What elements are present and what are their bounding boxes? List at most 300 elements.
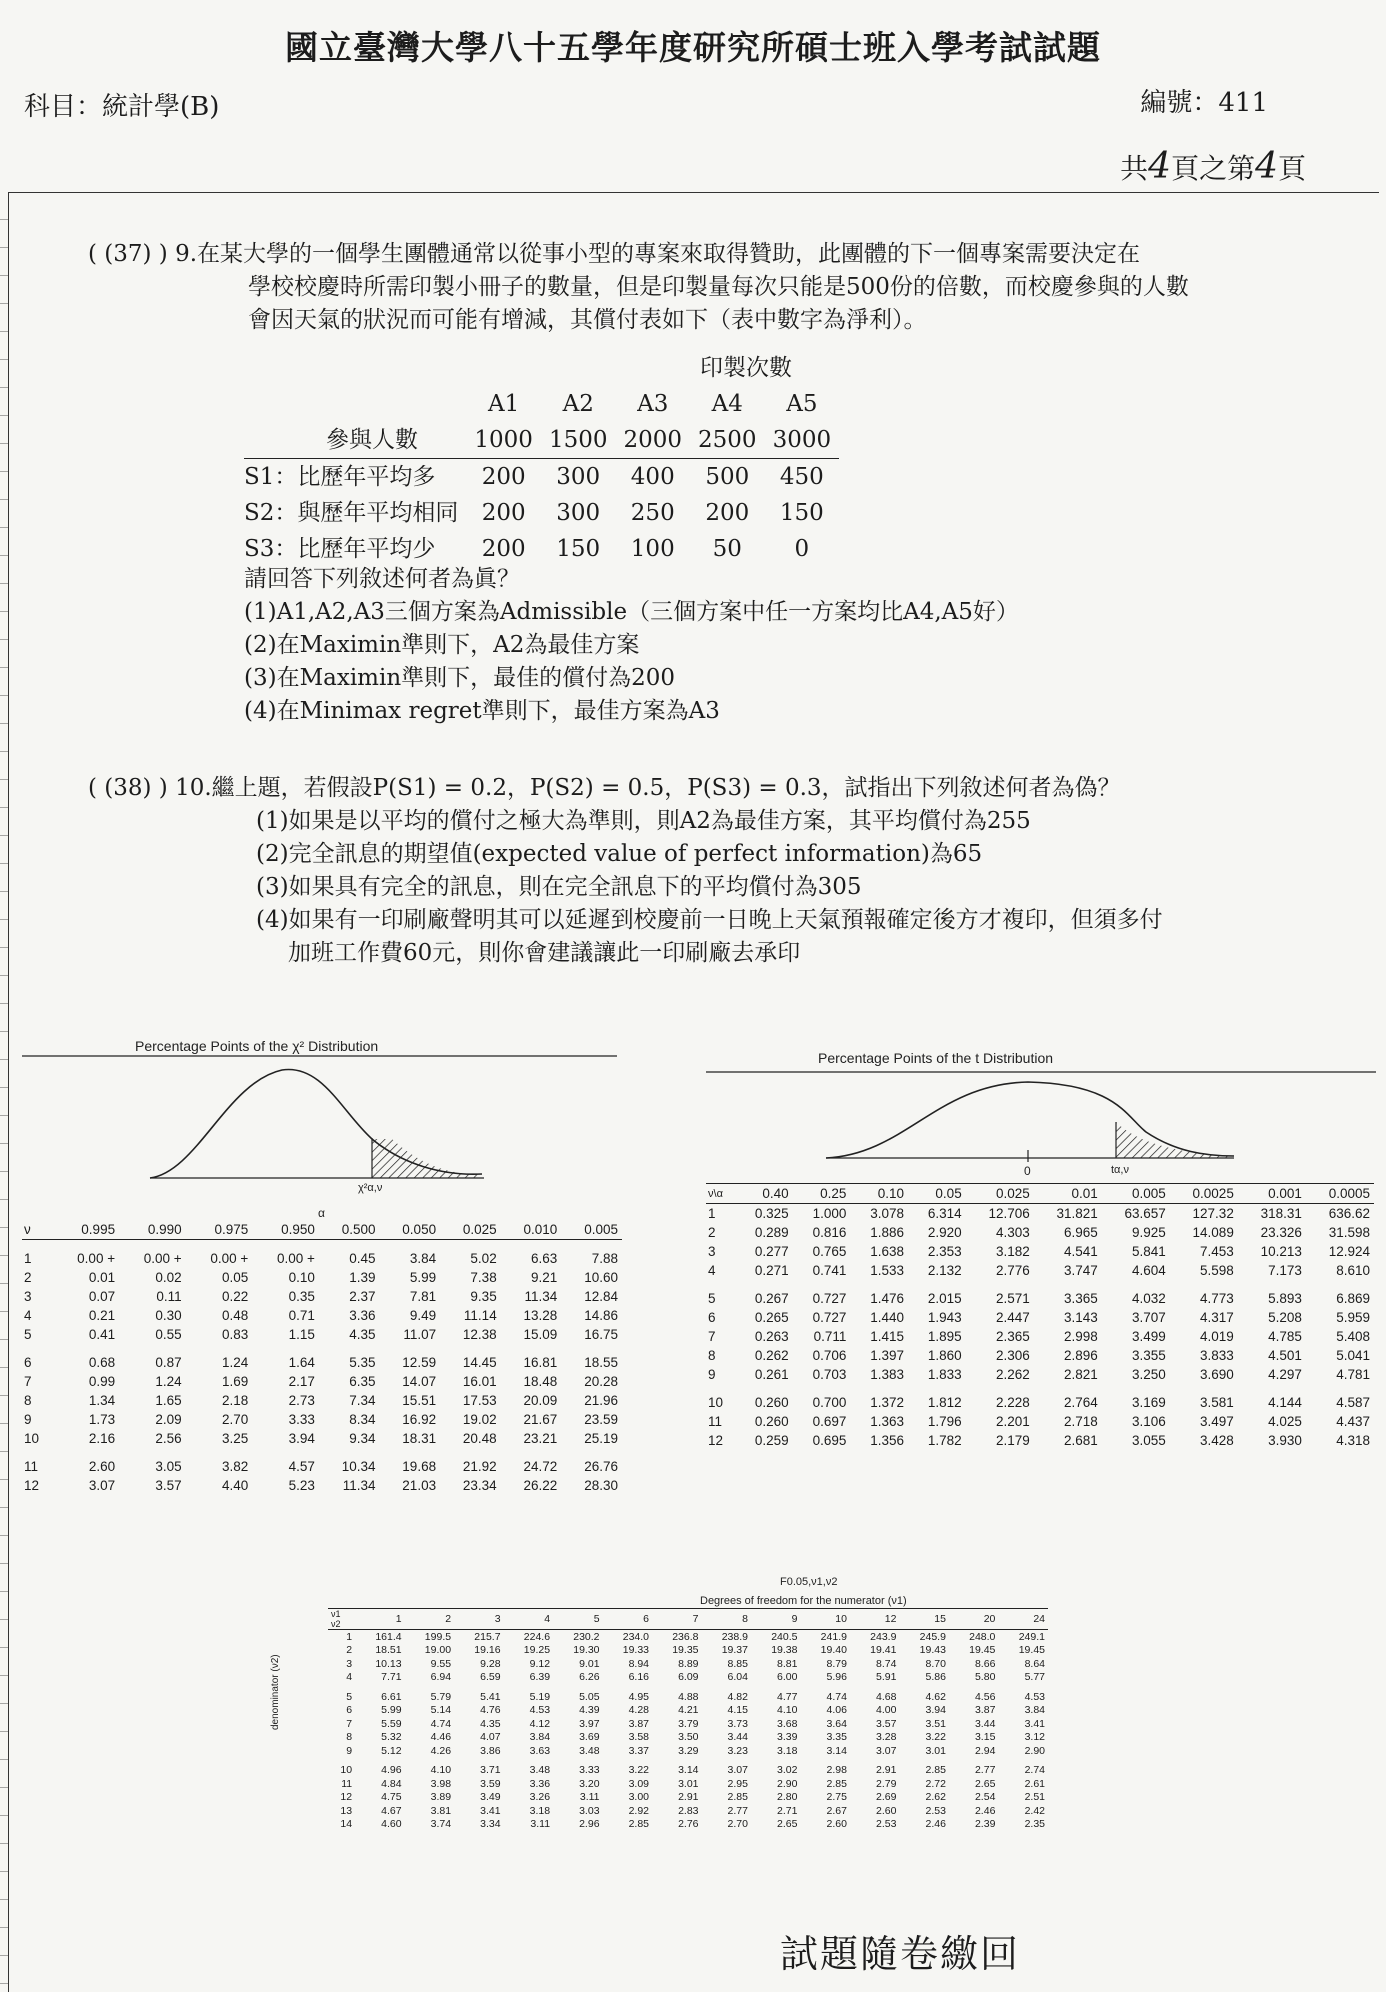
f-table-row [328, 1791, 1048, 1805]
value-cell: 1.860 [927, 1348, 962, 1363]
value-cell: 2.681 [1063, 1433, 1098, 1448]
df-cell: 4 [24, 1308, 32, 1323]
value-cell: 4.773 [1200, 1291, 1234, 1306]
df-cell: 1 [708, 1206, 716, 1221]
f-table-row [328, 1644, 1048, 1658]
payoff-row: S3：比歷年平均少 200 150 100 50 0 [244, 536, 810, 562]
value-cell: 12.706 [988, 1206, 1030, 1221]
value-cell: 3.055 [1132, 1433, 1166, 1448]
value-cell: 2.53 [876, 1818, 897, 1831]
value-cell: 234.0 [622, 1630, 650, 1643]
value-cell: 3.44 [727, 1731, 748, 1744]
value-cell: 3.48 [579, 1744, 600, 1757]
value-cell: 0.45 [349, 1251, 376, 1266]
t-table-row [706, 1412, 1374, 1431]
value-cell: 3.18 [529, 1804, 551, 1817]
value-cell: 21.67 [523, 1412, 558, 1427]
value-cell: 199.5 [424, 1630, 452, 1643]
value-cell: 6.61 [381, 1690, 402, 1703]
q9-option-1: (1)A1,A2,A3三個方案為Admissible（三個方案中任一方案均比A4,A5好） [244, 599, 1019, 625]
value-cell: 0.05 [222, 1270, 249, 1285]
q9-prompt: 請回答下列敘述何者為眞？ [244, 566, 520, 592]
chi-critical-label: χ²α,ν [358, 1182, 383, 1194]
value-cell: 2.60 [876, 1804, 897, 1817]
value-cell: 2.896 [1063, 1348, 1098, 1363]
df-cell: 8 [708, 1348, 716, 1363]
value-cell: 3.36 [529, 1777, 551, 1790]
value-cell: 9.925 [1132, 1225, 1166, 1240]
value-cell: 3.15 [974, 1731, 996, 1744]
value-cell: 4.297 [1268, 1367, 1302, 1382]
page-total: 4 [1148, 146, 1172, 187]
t-table-row [706, 1431, 1374, 1450]
chi-table-row [22, 1476, 622, 1495]
value-cell: 3.48 [529, 1764, 551, 1777]
value-cell: 3.33 [288, 1412, 315, 1427]
value-cell: 2.821 [1063, 1367, 1098, 1382]
value-cell: 19.25 [523, 1644, 551, 1657]
value-cell: 5.893 [1268, 1291, 1302, 1306]
value-cell: 12.924 [1328, 1244, 1370, 1259]
quantity-header: 1500 [548, 427, 608, 453]
value-cell: 2.90 [1024, 1744, 1045, 1757]
row-spacer [22, 1344, 622, 1353]
value-cell: 8.81 [777, 1657, 798, 1670]
t-table-row [706, 1242, 1374, 1261]
value-cell: 3.68 [777, 1717, 798, 1730]
value-cell: 3.05 [155, 1459, 182, 1474]
value-cell: 4.57 [288, 1459, 315, 1474]
value-cell: 2.764 [1063, 1395, 1098, 1410]
value-cell: 2.65 [777, 1818, 798, 1831]
value-cell: 2.53 [925, 1804, 946, 1817]
value-cell: 0.21 [88, 1308, 116, 1323]
df-cell: 7 [24, 1374, 32, 1389]
value-cell: 2.571 [995, 1291, 1030, 1306]
value-cell: 2.365 [995, 1329, 1030, 1344]
value-cell: 1.812 [927, 1395, 962, 1410]
value-cell: 9.21 [531, 1270, 558, 1285]
value-cell: 2.179 [995, 1433, 1030, 1448]
value-cell: 8.79 [826, 1657, 847, 1670]
value-cell: 0.697 [812, 1414, 847, 1429]
value-cell: 2.90 [777, 1777, 798, 1790]
value-cell: 4.46 [430, 1731, 452, 1744]
value-cell: 5.99 [409, 1270, 437, 1285]
value-cell: 2.60 [826, 1818, 847, 1831]
q9-option-4: (4)在Minimax regret準則下，最佳方案為A3 [244, 698, 720, 724]
value-cell: 0.259 [754, 1433, 789, 1448]
value-cell: 10.60 [584, 1270, 618, 1285]
value-cell: 21.03 [402, 1478, 437, 1493]
value-cell: 4.07 [480, 1731, 501, 1744]
value-cell: 5.959 [1336, 1310, 1370, 1325]
df-cell: 10 [708, 1395, 724, 1410]
value-cell: 18.48 [523, 1374, 558, 1389]
value-cell: 3.143 [1063, 1310, 1098, 1325]
value-cell: 4.39 [579, 1704, 600, 1717]
value-cell: 3.22 [628, 1764, 650, 1777]
df-cell: 11 [708, 1414, 723, 1429]
value-cell: 1.65 [155, 1393, 182, 1408]
chi-header-row: ν 0.995 0.990 0.975 0.950 0.500 0.050 0.025 0.010 0.005 [22, 1220, 622, 1240]
t-table-row [706, 1223, 1374, 1242]
value-cell: 0.07 [88, 1289, 116, 1304]
value-cell: 3.37 [628, 1744, 650, 1757]
value-cell: 215.7 [474, 1630, 501, 1643]
page-current: 4 [1255, 146, 1278, 187]
q10-stem: 繼上題，若假設P(S1) = 0.2，P(S2) = 0.5，P(S3) = 0.3，試指出下列敘述何者為偽？ [211, 775, 1121, 801]
value-cell: 1.73 [88, 1412, 116, 1427]
value-cell: 4.12 [529, 1717, 551, 1730]
f-table-row [328, 1818, 1048, 1832]
payoff-table-title: 印製次數 [700, 355, 792, 381]
value-cell: 240.5 [771, 1630, 798, 1643]
value-cell: 2.262 [995, 1367, 1030, 1382]
value-cell: 2.306 [995, 1348, 1030, 1363]
q10-option-2: (2)完全訊息的期望值(expected value of perfect information)為65 [256, 841, 983, 867]
value-cell: 2.71 [777, 1804, 798, 1817]
value-cell: 5.35 [349, 1355, 376, 1370]
df-cell: 1 [346, 1630, 353, 1643]
value-cell: 31.821 [1056, 1206, 1098, 1221]
t-table-row [706, 1346, 1374, 1365]
value-cell: 6.26 [579, 1671, 600, 1684]
q9-option-2: (2)在Maximin準則下，A2為最佳方案 [244, 632, 640, 658]
value-cell: 1.476 [870, 1291, 905, 1306]
value-cell: 4.74 [826, 1690, 847, 1703]
value-cell: 3.01 [678, 1777, 699, 1790]
t-table-row [706, 1365, 1374, 1384]
value-cell: 4.77 [777, 1690, 798, 1703]
value-cell: 2.16 [88, 1431, 116, 1446]
value-cell: 2.46 [925, 1818, 946, 1831]
value-cell: 9.28 [480, 1657, 501, 1670]
value-cell: 2.62 [925, 1791, 946, 1804]
value-cell: 2.83 [678, 1804, 699, 1817]
value-cell: 4.06 [826, 1704, 847, 1717]
value-cell: 19.00 [424, 1644, 452, 1657]
value-cell: 8.64 [1024, 1657, 1045, 1670]
value-cell: 21.92 [462, 1459, 497, 1474]
f-table-subtitle: Degrees of freedom for the numerator (ν1) [700, 1595, 907, 1607]
df-cell: 8 [24, 1393, 32, 1408]
value-cell: 3.51 [925, 1717, 946, 1730]
value-cell: 0.262 [754, 1348, 789, 1363]
value-cell: 4.025 [1268, 1414, 1302, 1429]
value-cell: 6.314 [927, 1206, 962, 1221]
value-cell: 1.64 [288, 1355, 315, 1370]
df-cell: 5 [346, 1690, 353, 1703]
df-cell: 2 [708, 1225, 716, 1240]
f-header-row: ν1 ν2 1 2 3 4 5 6 7 8 9 10 12 15 20 24 [328, 1609, 1048, 1630]
value-cell: 8.85 [727, 1657, 748, 1670]
f-table-row [328, 1764, 1048, 1778]
value-cell: 20.09 [523, 1393, 558, 1408]
value-cell: 19.33 [622, 1644, 650, 1657]
value-cell: 2.85 [925, 1764, 946, 1777]
value-cell: 15.09 [523, 1327, 558, 1342]
value-cell: 5.14 [430, 1704, 452, 1717]
value-cell: 3.12 [1024, 1731, 1045, 1744]
value-cell: 13.28 [523, 1308, 558, 1323]
value-cell: 0.711 [813, 1329, 847, 1344]
value-cell: 4.318 [1336, 1433, 1370, 1448]
row-spacer [22, 1448, 622, 1457]
value-cell: 2.132 [927, 1263, 962, 1278]
value-cell: 4.317 [1200, 1310, 1234, 1325]
value-cell: 0.727 [812, 1310, 847, 1325]
value-cell: 2.015 [927, 1291, 962, 1306]
value-cell: 19.37 [721, 1644, 748, 1657]
value-cell: 4.28 [628, 1704, 650, 1717]
value-cell: 3.690 [1200, 1367, 1234, 1382]
value-cell: 2.95 [727, 1777, 748, 1790]
value-cell: 16.75 [584, 1327, 618, 1342]
value-cell: 3.49 [480, 1791, 501, 1804]
value-cell: 0.265 [754, 1310, 789, 1325]
df-cell: 13 [340, 1804, 353, 1817]
chi-table [22, 1220, 622, 1495]
value-cell: 5.32 [381, 1731, 402, 1744]
chi-table-body [22, 1240, 622, 1496]
quantity-header: 3000 [772, 427, 832, 453]
value-cell: 2.718 [1063, 1414, 1098, 1429]
value-cell: 2.77 [974, 1764, 996, 1777]
value-cell: 6.04 [727, 1671, 748, 1684]
q10-option-4-cont: 加班工作費60元，則你會建議讓此一印刷廠去承印 [288, 940, 801, 966]
answer-38: ( (38) ) [88, 775, 168, 801]
t-table-row [706, 1261, 1374, 1280]
value-cell: 1.440 [870, 1310, 905, 1325]
value-cell: 127.32 [1192, 1206, 1234, 1221]
df-cell: 2 [24, 1270, 32, 1285]
value-cell: 5.841 [1132, 1244, 1166, 1259]
value-cell: 2.85 [727, 1791, 748, 1804]
value-cell: 9.12 [529, 1657, 551, 1670]
value-cell: 3.26 [529, 1791, 551, 1804]
f-side-label: denominator (ν2) [270, 1654, 281, 1730]
t-table-row [706, 1327, 1374, 1346]
value-cell: 3.98 [430, 1777, 452, 1790]
df-cell: 12 [340, 1791, 353, 1804]
value-cell: 5.80 [974, 1671, 996, 1684]
value-cell: 63.657 [1124, 1206, 1166, 1221]
value-cell: 18.31 [402, 1431, 437, 1446]
df-cell: 6 [708, 1310, 716, 1325]
value-cell: 0.00 + [77, 1251, 116, 1266]
value-cell: 0.261 [754, 1367, 789, 1382]
value-cell: 0.765 [812, 1244, 847, 1259]
value-cell: 3.169 [1132, 1395, 1166, 1410]
value-cell: 3.58 [628, 1731, 650, 1744]
value-cell: 2.60 [88, 1459, 116, 1474]
value-cell: 3.87 [628, 1717, 650, 1730]
value-cell: 3.428 [1200, 1433, 1234, 1448]
value-cell: 3.57 [155, 1478, 182, 1493]
value-cell: 1.69 [222, 1374, 249, 1389]
value-cell: 4.74 [430, 1717, 452, 1730]
value-cell: 0.271 [754, 1263, 789, 1278]
value-cell: 1.383 [870, 1367, 905, 1382]
value-cell: 14.089 [1192, 1225, 1234, 1240]
value-cell: 5.79 [430, 1690, 452, 1703]
value-cell: 5.041 [1336, 1348, 1370, 1363]
value-cell: 2.92 [628, 1804, 650, 1817]
value-cell: 3.29 [678, 1744, 699, 1757]
chi-table-row [22, 1353, 622, 1372]
value-cell: 6.16 [628, 1671, 650, 1684]
value-cell: 0.706 [812, 1348, 847, 1363]
value-cell: 8.610 [1336, 1263, 1370, 1278]
value-cell: 2.77 [727, 1804, 748, 1817]
f-table-row [328, 1717, 1048, 1731]
value-cell: 4.604 [1132, 1263, 1166, 1278]
value-cell: 0.263 [754, 1329, 789, 1344]
value-cell: 5.12 [381, 1744, 402, 1757]
value-cell: 20.48 [462, 1431, 497, 1446]
value-cell: 9.35 [470, 1289, 497, 1304]
value-cell: 5.02 [470, 1251, 497, 1266]
chi-table-row [22, 1457, 622, 1476]
chi-table-row [22, 1410, 622, 1429]
value-cell: 3.499 [1132, 1329, 1166, 1344]
chi-table-title: Percentage Points of the χ² Distribution [135, 1038, 379, 1054]
q10-option-4: (4)如果有一印刷廠聲明其可以延遲到校慶前一日晚上天氣預報確定後方才複印，但須多付 [256, 907, 1163, 933]
q9-number: 9. [175, 241, 198, 267]
f-table-row [328, 1671, 1048, 1685]
row-spacer [22, 1240, 622, 1250]
value-cell: 5.408 [1336, 1329, 1370, 1344]
value-cell: 3.74 [430, 1818, 452, 1831]
value-cell: 7.71 [381, 1671, 402, 1684]
value-cell: 4.75 [381, 1791, 402, 1804]
action-header: A4 [711, 391, 743, 417]
value-cell: 0.10 [288, 1270, 315, 1285]
value-cell: 14.45 [462, 1355, 497, 1370]
q9-options [244, 563, 1344, 728]
value-cell: 5.77 [1024, 1671, 1045, 1684]
value-cell: 4.40 [222, 1478, 249, 1493]
value-cell: 9.34 [349, 1431, 376, 1446]
value-cell: 4.84 [381, 1777, 402, 1790]
payoff-table-wrap [244, 386, 839, 567]
t-curve-figure [706, 1066, 1376, 1176]
value-cell: 1.000 [812, 1206, 847, 1221]
f-table-row [328, 1630, 1048, 1644]
value-cell: 2.96 [579, 1818, 600, 1831]
f-table-title: F0.05,ν1,ν2 [780, 1576, 838, 1588]
payoff-table [244, 386, 839, 567]
value-cell: 2.18 [222, 1393, 249, 1408]
value-cell: 19.43 [919, 1644, 946, 1657]
value-cell: 2.70 [222, 1412, 249, 1427]
value-cell: 2.201 [995, 1414, 1030, 1429]
f-table-row [328, 1690, 1048, 1704]
value-cell: 9.49 [409, 1308, 437, 1323]
value-cell: 2.998 [1063, 1329, 1098, 1344]
action-header: A3 [637, 391, 669, 417]
value-cell: 3.50 [678, 1731, 699, 1744]
value-cell: 241.9 [820, 1630, 847, 1643]
t-critical-label: tα,ν [1111, 1164, 1129, 1176]
value-cell: 2.920 [927, 1225, 962, 1240]
t-table-title: Percentage Points of the t Distribution [818, 1050, 1054, 1066]
value-cell: 5.23 [288, 1478, 315, 1493]
value-cell: 0.22 [222, 1289, 249, 1304]
value-cell: 7.34 [349, 1393, 376, 1408]
value-cell: 3.59 [480, 1777, 501, 1790]
df-cell: 1 [24, 1251, 32, 1266]
exam-code: 編號：411 [1140, 88, 1268, 118]
value-cell: 3.41 [1024, 1717, 1045, 1730]
value-cell: 0.83 [222, 1327, 249, 1342]
value-cell: 0.325 [754, 1206, 789, 1221]
value-cell: 4.53 [529, 1704, 551, 1717]
value-cell: 3.14 [826, 1744, 847, 1757]
value-cell: 3.94 [288, 1431, 315, 1446]
value-cell: 2.72 [925, 1777, 946, 1790]
value-cell: 3.707 [1132, 1310, 1166, 1325]
value-cell: 9.01 [579, 1657, 600, 1670]
value-cell: 7.81 [409, 1289, 437, 1304]
value-cell: 1.895 [927, 1329, 962, 1344]
value-cell: 18.51 [375, 1644, 402, 1657]
value-cell: 2.37 [349, 1289, 376, 1304]
f-table-body [328, 1630, 1048, 1832]
value-cell: 2.35 [1024, 1818, 1045, 1831]
df-cell: 6 [24, 1355, 32, 1370]
value-cell: 0.71 [288, 1308, 315, 1323]
chi-table-row [22, 1391, 622, 1410]
value-cell: 243.9 [870, 1630, 897, 1643]
t-zero-label: 0 [1024, 1164, 1031, 1178]
value-cell: 3.89 [430, 1791, 452, 1804]
value-cell: 3.34 [480, 1818, 501, 1831]
value-cell: 3.22 [925, 1731, 946, 1744]
value-cell: 12.59 [402, 1355, 437, 1370]
df-cell: 7 [346, 1717, 353, 1730]
f-table-row [328, 1704, 1048, 1718]
df-cell: 5 [708, 1291, 716, 1306]
t-table-row [706, 1289, 1374, 1308]
df-cell: 4 [708, 1263, 716, 1278]
value-cell: 3.11 [579, 1791, 600, 1804]
value-cell: 8.74 [876, 1657, 897, 1670]
value-cell: 3.07 [876, 1744, 897, 1757]
row-spacer [706, 1280, 1374, 1289]
value-cell: 11.34 [524, 1289, 558, 1304]
df-cell: 10 [340, 1764, 353, 1777]
value-cell: 3.84 [529, 1731, 551, 1744]
value-cell: 3.365 [1063, 1291, 1098, 1306]
value-cell: 8.94 [628, 1657, 650, 1670]
value-cell: 3.07 [727, 1764, 748, 1777]
chi-table-wrap [22, 1220, 622, 1495]
value-cell: 6.869 [1336, 1291, 1370, 1306]
value-cell: 1.796 [927, 1414, 962, 1429]
value-cell: 1.24 [155, 1374, 182, 1389]
value-cell: 3.106 [1132, 1414, 1166, 1429]
chi-curve-figure [22, 1052, 622, 1192]
q10-option-1: (1)如果是以平均的償付之極大為準則，則A2為最佳方案，其平均償付為255 [256, 808, 1031, 834]
alpha-label: α [318, 1206, 325, 1220]
value-cell: 0.00 + [276, 1251, 315, 1266]
value-cell: 6.00 [777, 1671, 798, 1684]
value-cell: 3.71 [480, 1764, 501, 1777]
value-cell: 3.63 [529, 1744, 551, 1757]
value-cell: 161.4 [375, 1630, 402, 1643]
